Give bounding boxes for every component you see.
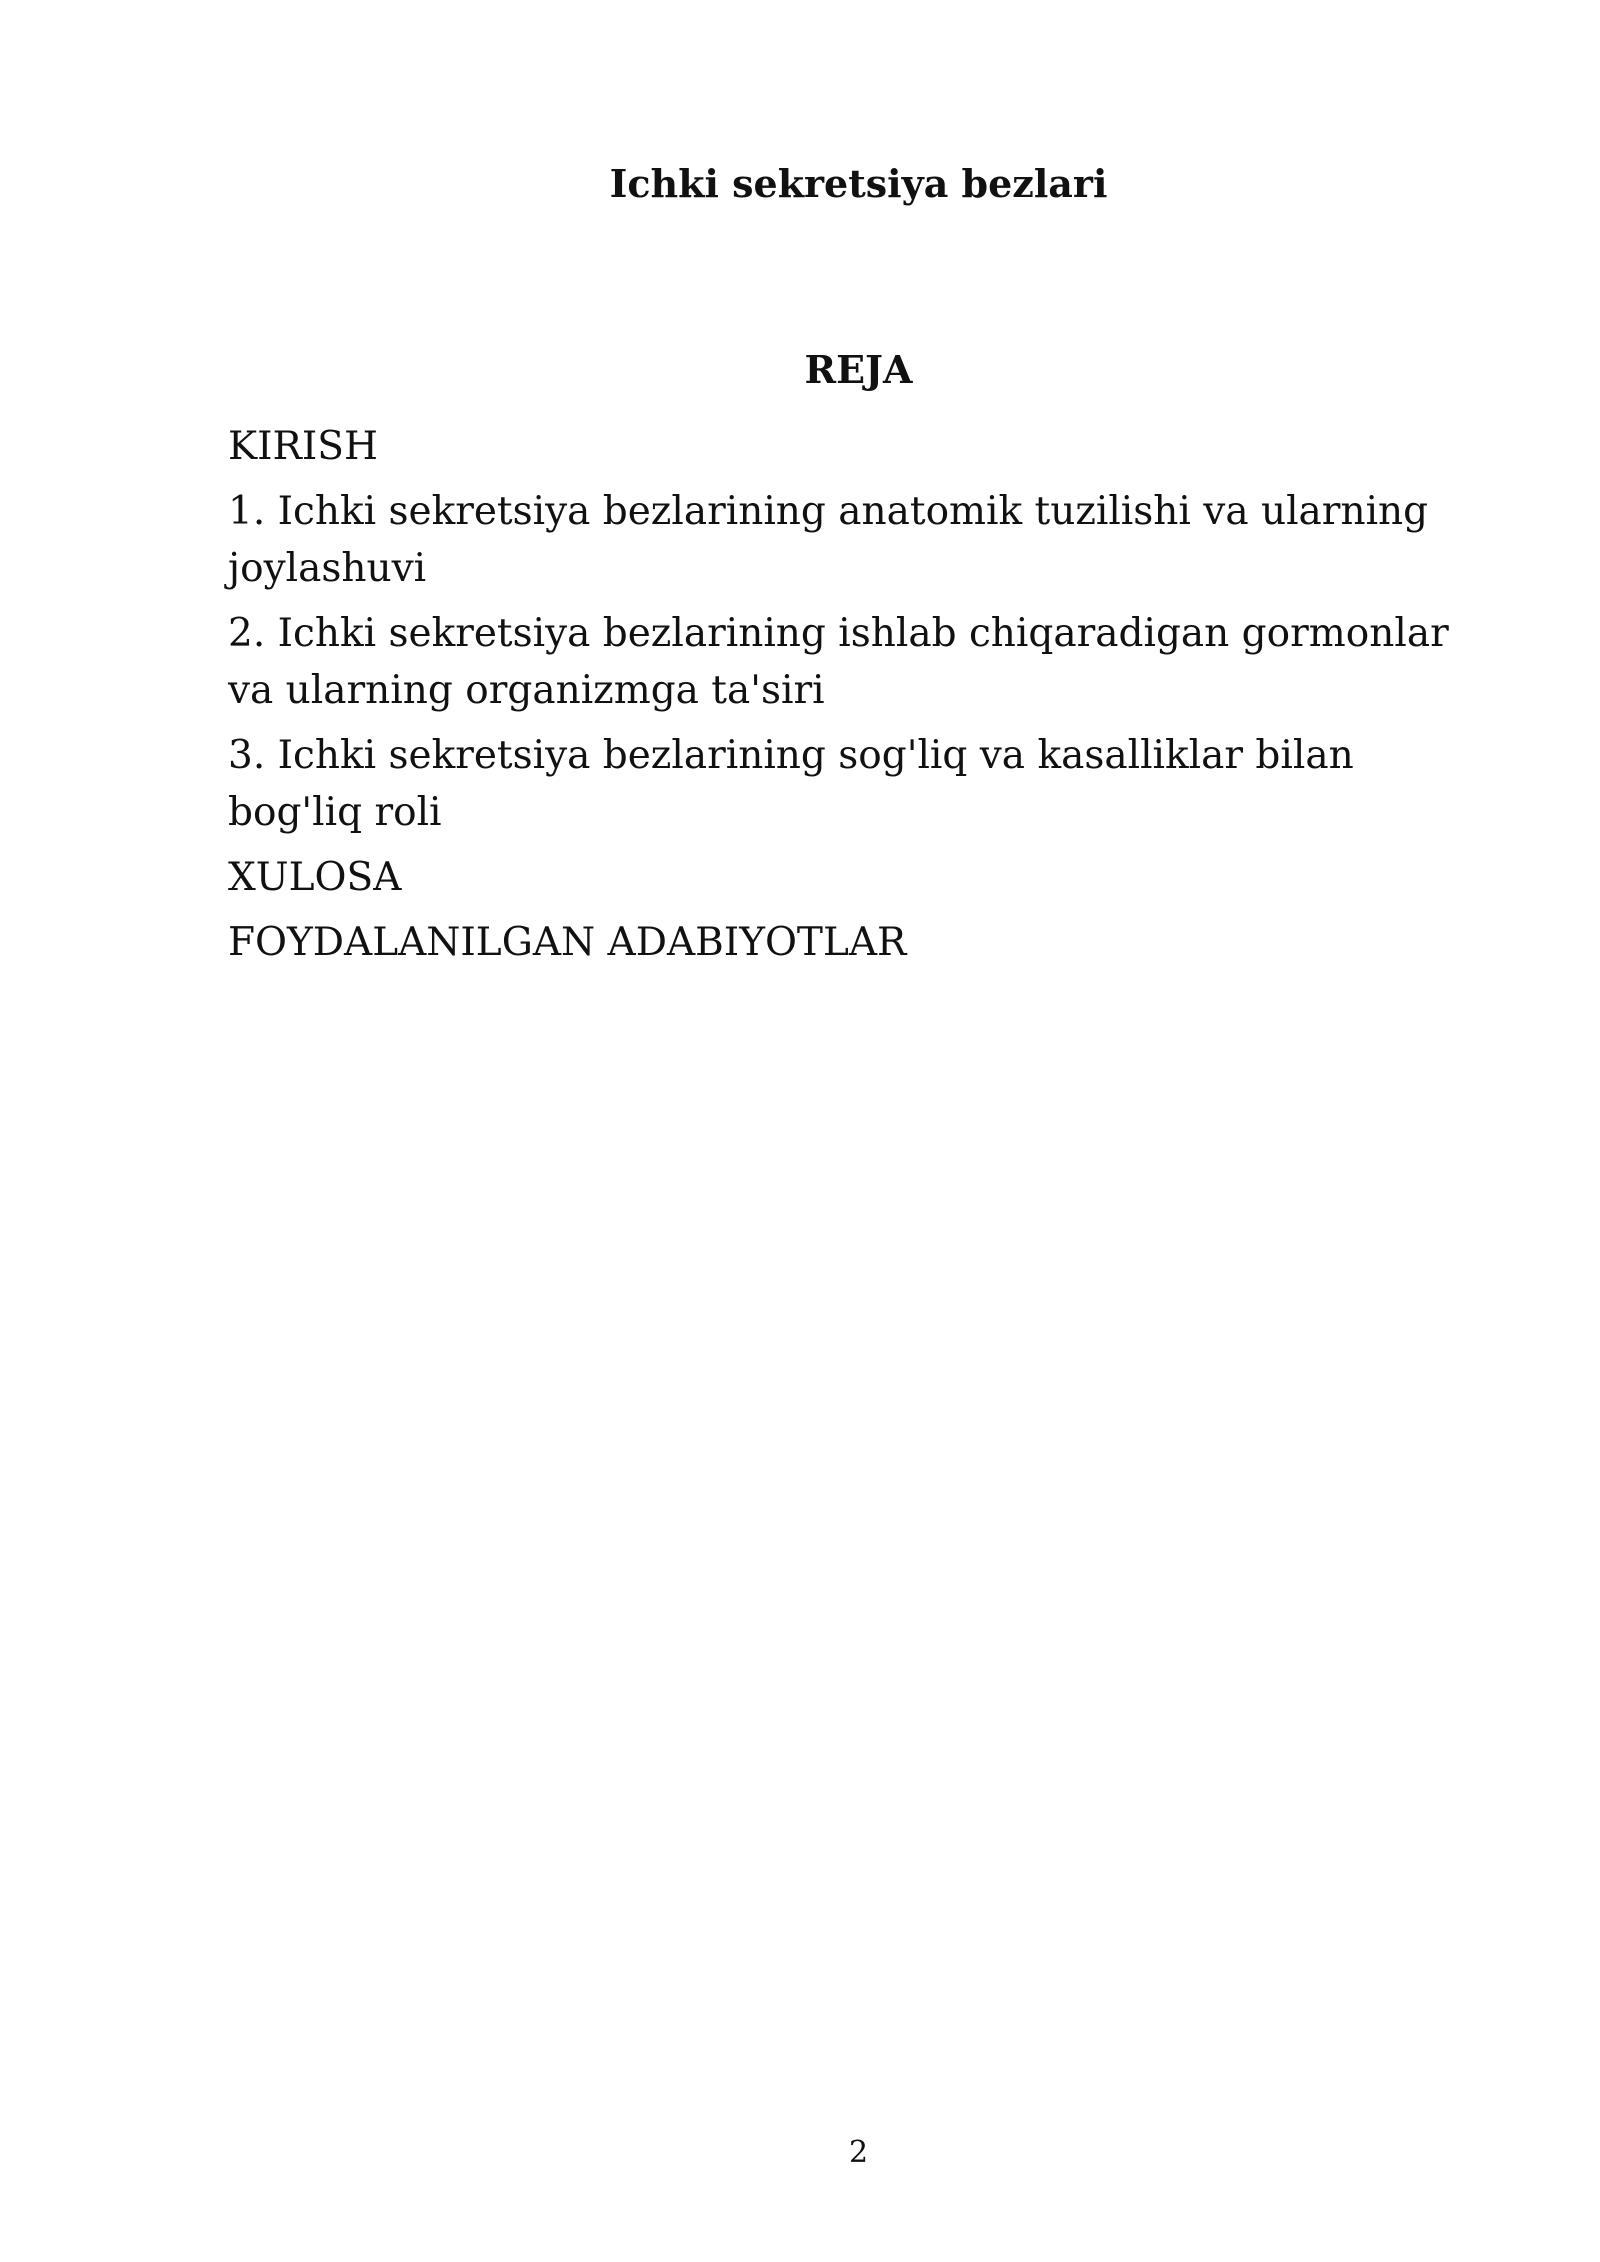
plan-item-3: 3. Ichki sekretsiya bezlarining sog'liq va kasalliklar bilan bog'liq roli (228, 733, 1354, 835)
plan-item-1: 1. Ichki sekretsiya bezlarining anatomik tuzilishi va ularning joylashuvi (228, 489, 1429, 591)
document-title: Ichki sekretsiya bezlari (609, 161, 1108, 206)
plan-item-intro: KIRISH (228, 424, 379, 469)
plan-item-references: FOYDALANILGAN ADABIYOTLAR (228, 920, 907, 965)
page-number: 2 (848, 2135, 869, 2170)
plan-heading: REJA (804, 347, 913, 392)
plan-item-2: 2. Ichki sekretsiya bezlarining ishlab chiqaradigan gormonlar va ularning organizmga ta'siri (228, 611, 1449, 713)
plan-list (228, 418, 1488, 979)
plan-item-conclusion: XULOSA (228, 855, 402, 900)
